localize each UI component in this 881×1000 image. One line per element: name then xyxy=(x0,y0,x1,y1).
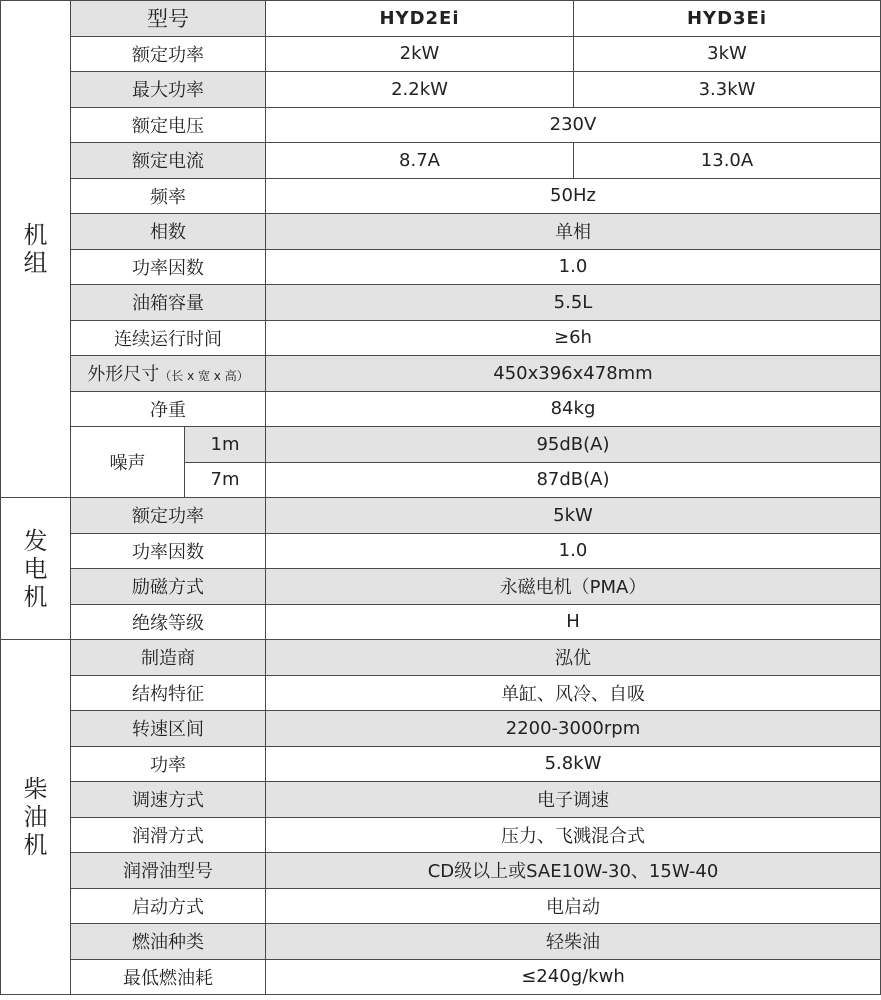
table-row xyxy=(1,817,881,853)
table-row xyxy=(1,675,881,711)
dimensions-label-sub: （长 x 宽 x 高） xyxy=(159,369,249,384)
table-row xyxy=(1,107,881,143)
table-row xyxy=(1,746,881,782)
row-label: 最大功率 xyxy=(71,72,266,108)
cell-value: CD级以上或SAE10W-30、15W-40 xyxy=(266,853,881,889)
row-label: 润滑油型号 xyxy=(71,853,266,889)
cell-value: 单相 xyxy=(266,214,881,250)
cell-value: 5kW xyxy=(266,498,881,534)
table-row xyxy=(1,356,881,392)
row-label: 最低燃油耗 xyxy=(71,959,266,995)
row-label: 启动方式 xyxy=(71,888,266,924)
section-engine: 柴 油 机 xyxy=(1,640,71,995)
cell-value: 450x396x478mm xyxy=(266,356,881,392)
dimensions-label: 外形尺寸 xyxy=(87,364,160,386)
cell-value: 电子调速 xyxy=(266,782,881,818)
row-label: 润滑方式 xyxy=(71,817,266,853)
table-row xyxy=(1,36,881,72)
cell-value-b: 3kW xyxy=(574,36,881,72)
table-row xyxy=(1,498,881,534)
table-row-header xyxy=(1,1,881,37)
model-b-header: HYD3Ei xyxy=(574,1,881,37)
cell-value-a: 2kW xyxy=(266,36,574,72)
cell-value: 87dB(A) xyxy=(266,462,881,498)
model-a-header: HYD2Ei xyxy=(266,1,574,37)
noise-label: 噪声 xyxy=(71,427,185,498)
row-label: 转速区间 xyxy=(71,711,266,747)
cell-value: 1.0 xyxy=(266,533,881,569)
table-row xyxy=(1,853,881,889)
cell-value: ≥6h xyxy=(266,320,881,356)
table-row xyxy=(1,391,881,427)
cell-value: 泓优 xyxy=(266,640,881,676)
cell-value: 5.8kW xyxy=(266,746,881,782)
table-row xyxy=(1,711,881,747)
noise-distance: 7m xyxy=(185,462,266,498)
cell-value: 50Hz xyxy=(266,178,881,214)
row-label: 结构特征 xyxy=(71,675,266,711)
table-row xyxy=(1,249,881,285)
cell-value-b: 3.3kW xyxy=(574,72,881,108)
row-label: 功率因数 xyxy=(71,249,266,285)
row-label: 额定电压 xyxy=(71,107,266,143)
table-row xyxy=(1,533,881,569)
cell-value: 230V xyxy=(266,107,881,143)
row-label: 油箱容量 xyxy=(71,285,266,321)
cell-value: 电启动 xyxy=(266,888,881,924)
row-label: 励磁方式 xyxy=(71,569,266,605)
cell-value: ≤240g/kwh xyxy=(266,959,881,995)
row-label: 绝缘等级 xyxy=(71,604,266,640)
row-label: 相数 xyxy=(71,214,266,250)
table-row xyxy=(1,143,881,179)
row-label: 额定电流 xyxy=(71,143,266,179)
cell-value: 单缸、风冷、自吸 xyxy=(266,675,881,711)
section-genset: 机 组 xyxy=(1,1,71,498)
table-row xyxy=(1,427,881,463)
table-row xyxy=(1,285,881,321)
cell-value: 1.0 xyxy=(266,249,881,285)
row-label: 频率 xyxy=(71,178,266,214)
row-label: 燃油种类 xyxy=(71,924,266,960)
row-label: 制造商 xyxy=(71,640,266,676)
table-row xyxy=(1,214,881,250)
table-row xyxy=(1,569,881,605)
cell-value: 2200-3000rpm xyxy=(266,711,881,747)
model-label: 型号 xyxy=(71,1,266,37)
row-label: 连续运行时间 xyxy=(71,320,266,356)
row-label xyxy=(71,356,266,392)
row-label: 功率因数 xyxy=(71,533,266,569)
table-row xyxy=(1,959,881,995)
row-label: 功率 xyxy=(71,746,266,782)
cell-value: 永磁电机（PMA） xyxy=(266,569,881,605)
cell-value: 压力、飞溅混合式 xyxy=(266,817,881,853)
table-row xyxy=(1,924,881,960)
section-alternator: 发 电 机 xyxy=(1,498,71,640)
cell-value: 84kg xyxy=(266,391,881,427)
cell-value: 5.5L xyxy=(266,285,881,321)
row-label: 调速方式 xyxy=(71,782,266,818)
row-label: 额定功率 xyxy=(71,498,266,534)
table-row xyxy=(1,320,881,356)
row-label: 净重 xyxy=(71,391,266,427)
row-label: 额定功率 xyxy=(71,36,266,72)
table-row xyxy=(1,640,881,676)
table-row xyxy=(1,72,881,108)
cell-value-b: 13.0A xyxy=(574,143,881,179)
cell-value: 轻柴油 xyxy=(266,924,881,960)
table-row xyxy=(1,888,881,924)
cell-value: 95dB(A) xyxy=(266,427,881,463)
cell-value-a: 8.7A xyxy=(266,143,574,179)
table-row xyxy=(1,604,881,640)
table-row xyxy=(1,178,881,214)
cell-value-a: 2.2kW xyxy=(266,72,574,108)
table-row xyxy=(1,782,881,818)
noise-distance: 1m xyxy=(185,427,266,463)
cell-value: H xyxy=(266,604,881,640)
